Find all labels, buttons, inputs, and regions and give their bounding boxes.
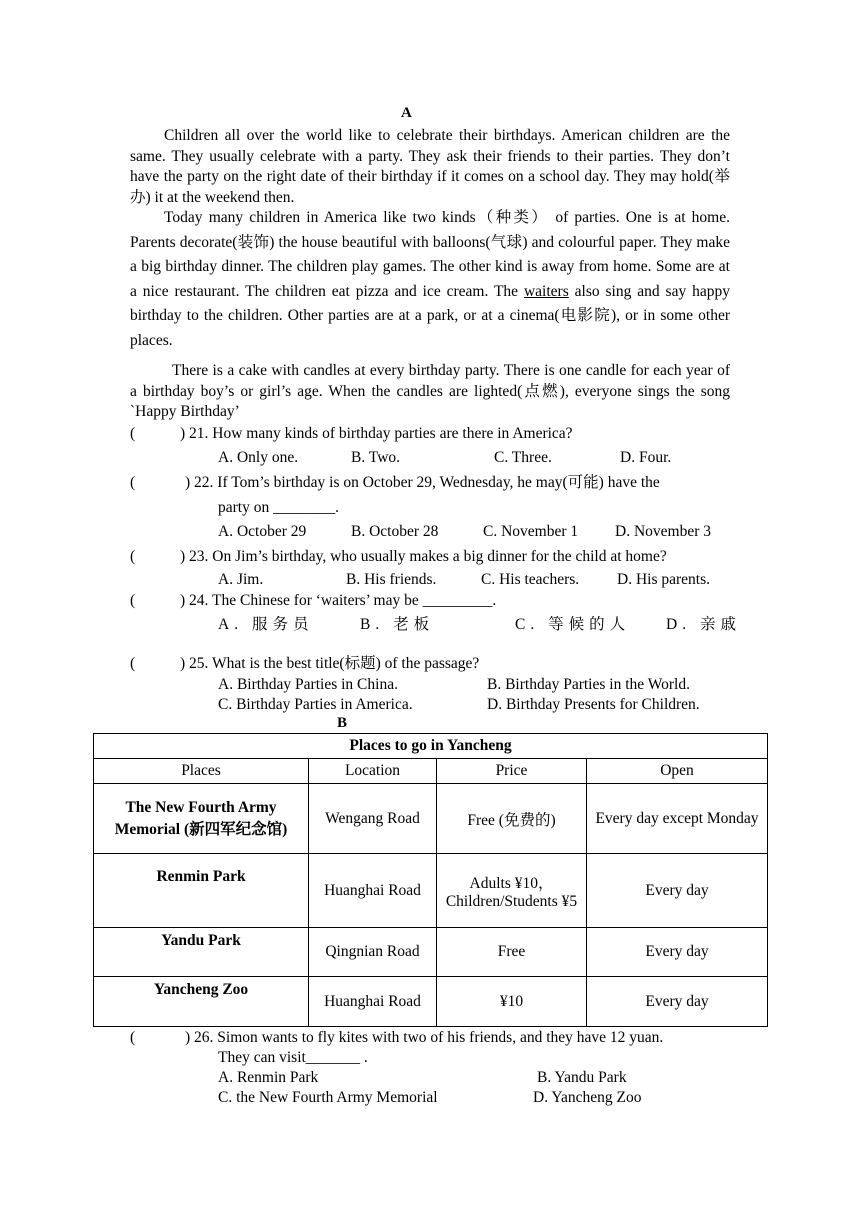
q23-option-b[interactable]: B. His friends. [346,571,437,588]
header-places: Places [94,759,309,784]
q26-option-a[interactable]: A. Renmin Park [218,1069,319,1086]
place-price: Free (免费的) [437,784,587,854]
place-name: The New Fourth Army Memorial (新四军纪念馆) [94,784,309,854]
q23-option-c[interactable]: C. His teachers. [481,571,580,588]
place-open: Every day [587,977,768,1027]
question-25: ( ) 25. What is the best title(标题) of the passage? [130,655,480,672]
q24-option-d[interactable]: D. 亲戚 [666,616,741,633]
header-price: Price [437,759,587,784]
question-26-line2: They can visit_______ . [218,1049,368,1066]
table-row [94,977,768,1027]
paragraph-1: Children all over the world like to celebrate their birthdays. American children are the same. They usually celebrate with a party. They ask their friends to their parties. They don’t have the party on the right date of their birthday if it comes on a school day. They may hold(举办) it at the weekend then. [130,127,730,206]
waiters-word: waiters [523,282,569,300]
question-26: ( ) 26. Simon wants to fly kites with two of his friends, and they have 12 yuan. [130,1029,664,1046]
place-location: Wengang Road [309,784,437,854]
q25-option-d[interactable]: D. Birthday Presents for Children. [487,696,700,713]
place-open: Every day [587,854,768,928]
place-price: Adults ¥10，Children/Students ¥5 [437,854,587,928]
header-open: Open [587,759,768,784]
q25-option-c[interactable]: C. Birthday Parties in America. [218,696,413,713]
q22-option-c[interactable]: C. November 1 [483,523,579,540]
q21-option-b[interactable]: B. Two. [351,449,401,466]
section-a-title: A [401,105,412,121]
place-open: Every day except Monday [587,784,768,854]
place-price: Free [437,928,587,977]
place-name: Yancheng Zoo [94,977,309,1027]
table-title-row [94,734,768,759]
q21-option-d[interactable]: D. Four. [620,449,672,466]
q22-option-b[interactable]: B. October 28 [351,523,439,540]
place-name: Yandu Park [94,928,309,977]
table-row [94,784,768,854]
q25-option-b[interactable]: B. Birthday Parties in the World. [487,676,690,693]
place-location: Huanghai Road [309,854,437,928]
table-title: Places to go in Yancheng [94,734,768,759]
q26-option-d[interactable]: D. Yancheng Zoo [533,1089,642,1106]
place-name: Renmin Park [94,854,309,928]
header-location: Location [309,759,437,784]
q24-option-a[interactable]: A. 服务员 [218,616,314,633]
place-open: Every day [587,928,768,977]
q21-option-a[interactable]: A. Only one. [218,449,299,466]
place-location: Huanghai Road [309,977,437,1027]
table-row [94,854,768,928]
section-b-title: B [337,715,348,731]
question-22-line2: party on ________. [218,499,339,516]
paragraph-2: Today many children in America like two kinds（种类） of parties. One is at home. Parents decorate(装饰) the house beautiful with balloons(气球) and colourful paper. They make a big birthday dinner. The children play games. The other kind is away from home. Some are at a nice restaurant. The children eat pizza and ice cream. The waiters also sing and say happy birthday to the children. Other parties are at a park, or at a cinema(电影院), or in some other places. [130,209,730,349]
q21-option-c[interactable]: C. Three. [494,449,552,466]
table-header-row [94,759,768,784]
question-23: ( ) 23. On Jim’s birthday, who usually makes a big dinner for the child at home? [130,548,667,565]
table-row [94,928,768,977]
place-location: Qingnian Road [309,928,437,977]
q22-option-a[interactable]: A. October 29 [218,523,307,540]
q22-option-d[interactable]: D. November 3 [615,523,711,540]
q26-option-b[interactable]: B. Yandu Park [537,1069,627,1086]
q24-option-b[interactable]: B. 老板 [360,616,435,633]
question-24: ( ) 24. The Chinese for ‘waiters’ may be _________. [130,592,497,609]
question-21: ( ) 21. How many kinds of birthday parties are there in America? [130,425,573,442]
paragraph-3: There is a cake with candles at every birthday party. There is one candle for each year of a birthday boy’s or girl’s age. When the candles are lighted(点燃), everyone sings the song `Happy Birthday’ [130,362,730,420]
question-22: ( ) 22. If Tom’s birthday is on October 29, Wednesday, he may(可能) have the [130,474,660,491]
place-price: ¥10 [437,977,587,1027]
q26-option-c[interactable]: C. the New Fourth Army Memorial [218,1089,438,1106]
q25-option-a[interactable]: A. Birthday Parties in China. [218,676,398,693]
places-table [93,733,768,1027]
q24-option-c[interactable]: C. 等候的人 [515,616,631,633]
q23-option-d[interactable]: D. His parents. [617,571,710,588]
q23-option-a[interactable]: A. Jim. [218,571,264,588]
